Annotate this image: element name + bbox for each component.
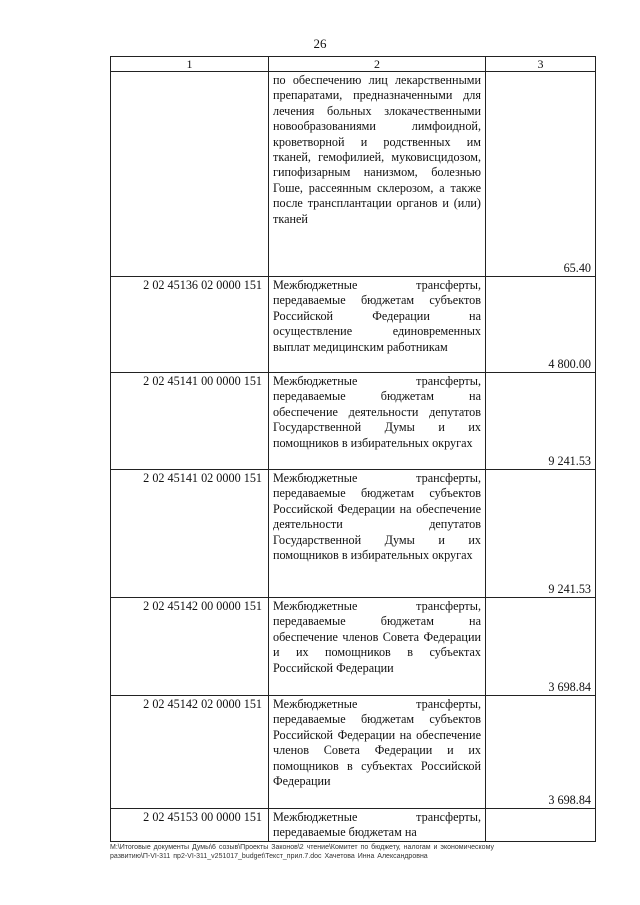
budget-code: 2 02 45153 00 0000 151 [111,809,269,842]
budget-code: 2 02 45141 02 0000 151 [111,470,269,598]
column-header: 3 [486,57,596,72]
budget-code: 2 02 45136 02 0000 151 [111,277,269,373]
row-amount: 4 800.00 [548,357,591,371]
column-header: 2 [269,57,486,72]
column-header: 1 [111,57,269,72]
row-amount: 65.40 [563,261,591,275]
budget-code: 2 02 45142 00 0000 151 [111,598,269,696]
budget-code: 2 02 45142 02 0000 151 [111,696,269,809]
row-amount: 3 698.84 [548,793,591,807]
row-description: Межбюджетные трансферты, передаваемые бюджетам на обеспечение членов Совета Федерации и их помощников в субъектах Российской Федерации [269,598,486,696]
table-row [111,696,596,809]
row-amount: 9 241.53 [548,454,591,468]
document-path-footer: М:\Итоговые документы Думы\6 созыв\Проекты Законов\2 чтение\Комитет по бюджету, налогам и экономическому развитию\П-VI-311 пр2-VI-311_v251017_budget\Текст_прил.7.doc Хачетова Инна Александровна [110,844,494,860]
table-header-row [111,57,596,72]
row-description: Межбюджетные трансферты, передаваемые бюджетам субъектов Российской Федерации на осуществление единовременных выплат медицинским работникам [269,277,486,373]
table-row [111,72,596,277]
table-row [111,277,596,373]
table-row [111,809,596,842]
row-description: Межбюджетные трансферты, передаваемые бюджетам субъектов Российской Федерации на обеспечение деятельности депутатов Государственной Думы и их помощников в избирательных округах [269,470,486,598]
budget-code: 2 02 45141 00 0000 151 [111,373,269,470]
budget-table [110,56,596,842]
row-description: Межбюджетные трансферты, передаваемые бюджетам субъектов Российской Федерации на обеспечение членов Совета Федерации и их помощников в субъектах Российской Федерации [269,696,486,809]
row-description: Межбюджетные трансферты, передаваемые бюджетам на обеспечение деятельности депутатов Государственной Думы и их помощников в избирательных округах [269,373,486,470]
table-row [111,470,596,598]
budget-code [111,72,269,277]
row-description: Межбюджетные трансферты, передаваемые бюджетам на [269,809,486,842]
page-number: 26 [313,36,327,51]
table-row [111,373,596,470]
row-amount: 9 241.53 [548,582,591,596]
row-description: по обеспечению лиц лекарственными препаратами, предназначенными для лечения больных злокачественными новообразованиями лимфоидной, кроветворной и родственных им тканей, гемофилией, муковисцидозом, гипофизарным нанизмом, болезнью Гоше, рассеянным склерозом, а также после трансплантации органов и (или) тканей [269,72,486,277]
row-amount: 3 698.84 [548,680,591,694]
table-row [111,598,596,696]
